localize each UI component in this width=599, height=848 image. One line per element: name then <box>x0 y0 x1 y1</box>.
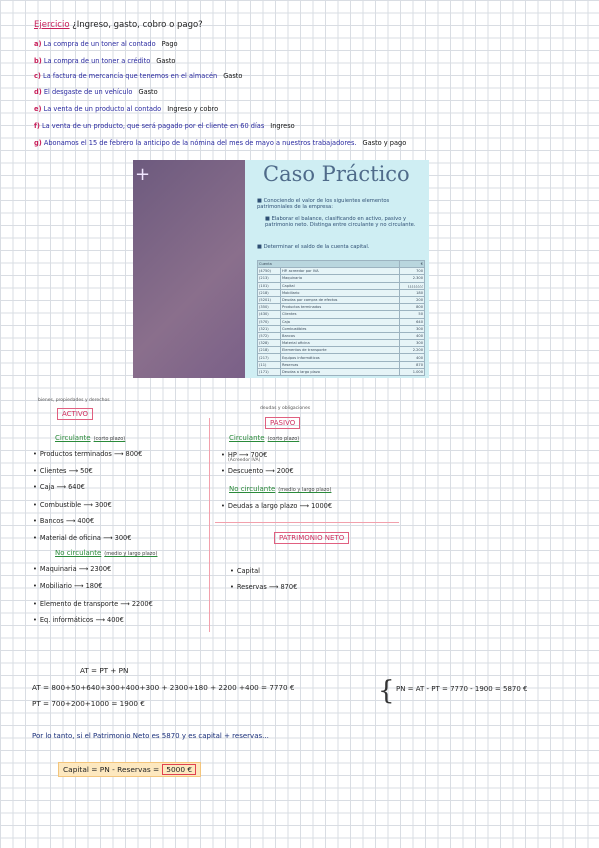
table-cell: 1.000 <box>400 368 425 375</box>
slide-table-row <box>258 311 425 318</box>
exercise-item <box>34 57 175 65</box>
item-text: La compra de un toner al contado <box>43 40 156 48</box>
item-text: El desgaste de un vehículo <box>43 88 133 96</box>
brace-icon: { <box>378 676 395 706</box>
slide-table-row <box>258 325 425 332</box>
table-cell: 200 <box>400 296 425 303</box>
item-answer: Ingreso <box>270 122 295 130</box>
balance-row <box>221 451 267 459</box>
slide-table-row <box>258 296 425 303</box>
balance-row <box>33 467 93 475</box>
item-answer: Gasto <box>138 88 158 96</box>
table-cell: (218) <box>258 289 281 296</box>
table-cell: Deudas por compra de efectos <box>281 296 400 303</box>
item-label: f) <box>34 122 40 130</box>
pasivo-label: PASIVO <box>265 417 300 429</box>
table-cell: Cuenta <box>258 261 400 268</box>
table-cell: Mobiliario <box>281 289 400 296</box>
balance-row <box>221 467 294 475</box>
slide-decoration <box>133 160 245 378</box>
balance-item-name: Material de oficina <box>39 534 101 542</box>
patrimonio-neto-label: PATRIMONIO NETO <box>274 532 349 544</box>
balance-item-value: 400€ <box>107 616 124 624</box>
item-text: La compra de un toner a crédito <box>43 57 151 65</box>
item-label: g) <box>34 139 42 147</box>
exercise-item <box>34 139 406 147</box>
exercise-item <box>34 88 158 96</box>
balance-item-value: 870€ <box>280 583 298 591</box>
table-cell: (321) <box>258 325 281 332</box>
item-label: b) <box>34 57 42 65</box>
table-cell: HP. acreedor por IVA <box>281 268 400 275</box>
item-answer: Ingreso y cobro <box>167 105 219 113</box>
table-cell: (4750) <box>258 268 281 275</box>
arrow-icon: ⟶ <box>63 517 78 525</box>
arrow-icon: ⟶ <box>54 483 69 491</box>
balance-item-value: 2300€ <box>90 565 112 573</box>
bullet-icon: • <box>221 467 225 475</box>
slide-table-row <box>258 332 425 339</box>
table-cell: 50 <box>400 311 425 318</box>
balance-item-name: Eq. informáticos <box>39 616 94 624</box>
divider-horizontal <box>215 522 399 523</box>
table-cell: Clientes <box>281 311 400 318</box>
slide-content <box>245 160 429 378</box>
bullet-icon: • <box>33 517 37 525</box>
balance-item-name: Productos terminados <box>39 450 112 458</box>
exercise-item <box>34 122 295 130</box>
equation-pasivo: PT = 700+200+1000 = 1900 € <box>32 699 145 708</box>
item-label: e) <box>34 105 42 113</box>
arrow-icon: ⟶ <box>111 450 126 458</box>
arrow-icon: ⟶ <box>66 467 81 475</box>
balance-row <box>33 450 142 458</box>
capital-result <box>58 762 201 777</box>
equation-fundamental: AT = PT + PN <box>80 666 129 675</box>
arrow-icon: ⟶ <box>263 467 277 475</box>
arrow-icon: ⟶ <box>100 534 115 542</box>
slide-table-row <box>258 318 425 325</box>
equation-patrimonio-neto: PN = AT - PT = 7770 - 1900 = 5870 € <box>396 685 528 693</box>
bullet-icon: • <box>33 582 37 590</box>
slide-bullet-2: ■ Elaborar el balance, clasificando en activo, pasivo y patrimonio neto. Distinga entre circulante y no circulante. <box>265 216 416 229</box>
balance-item-name: Clientes <box>39 467 67 475</box>
balance-item-name: Combustible <box>39 501 82 509</box>
table-cell: (171) <box>258 368 281 375</box>
item-answer: Gasto <box>223 72 243 80</box>
slide-table-row <box>258 304 425 311</box>
table-cell: Caja <box>281 318 400 325</box>
item-label: a) <box>34 40 42 48</box>
table-cell: € <box>400 261 425 268</box>
arrow-icon: ⟶ <box>266 583 281 591</box>
exercise-item <box>34 40 178 48</box>
slide-table-row <box>258 340 425 347</box>
table-cell: 180 <box>400 289 425 296</box>
pasivo-circulante-heading: Circulante (corto plazo) <box>229 434 300 442</box>
balance-item-value: 180€ <box>85 582 103 590</box>
balance-row <box>221 502 332 510</box>
balance-item-value: 400€ <box>77 517 95 525</box>
table-cell: (350) <box>258 304 281 311</box>
table-cell: (218) <box>258 347 281 354</box>
arrow-icon: ⟶ <box>297 502 312 510</box>
arrow-icon: ⟶ <box>81 501 95 509</box>
table-cell: 700 <box>400 268 425 275</box>
exercise-question: ¿Ingreso, gasto, cobro o pago? <box>72 20 203 30</box>
exercise-item <box>34 105 218 113</box>
balance-row <box>33 517 94 525</box>
table-cell: 400 <box>400 354 425 361</box>
conclusion-text: Por lo tanto, si el Patrimonio Neto es 5870 y es capital + reservas... <box>32 732 269 740</box>
table-cell: 2.300 <box>400 275 425 282</box>
table-cell: 300 <box>400 325 425 332</box>
table-cell: Combustibles <box>281 325 400 332</box>
item-label: d) <box>34 88 42 96</box>
slide-table-row <box>258 261 425 268</box>
balance-item-name: Maquinaria <box>39 565 77 573</box>
bullet-icon: • <box>33 565 37 573</box>
table-cell: (570) <box>258 318 281 325</box>
slide-table-row <box>258 347 425 354</box>
bullet-icon: • <box>33 600 37 608</box>
balance-row <box>33 483 85 491</box>
balance-item-name: Deudas a largo plazo <box>227 502 298 510</box>
bullet-icon: • <box>221 451 225 459</box>
table-cell: ¿¿¿¿¿¿¿¿ <box>400 282 425 289</box>
slide-table-row <box>258 354 425 361</box>
balance-item-value: 300€ <box>94 501 112 509</box>
bullet-icon: • <box>33 501 37 509</box>
plus-icon: + <box>135 164 151 185</box>
table-cell: Maquinaria <box>281 275 400 282</box>
slide-table-row <box>258 368 425 375</box>
table-cell: 400 <box>400 332 425 339</box>
balance-row <box>33 616 124 624</box>
slide-title: Caso Práctico <box>263 162 410 186</box>
item-answer: Gasto y pago <box>362 139 407 147</box>
divider-vertical <box>209 418 210 632</box>
slide-table <box>257 260 425 376</box>
slide-bullet-3: ■ Determinar el saldo de la cuenta capital. <box>257 244 370 250</box>
table-cell: (11) <box>258 361 281 368</box>
table-cell: (101) <box>258 282 281 289</box>
balance-item-value: 300€ <box>114 534 132 542</box>
arrow-icon: ⟶ <box>236 451 251 459</box>
balance-item-name: Descuento <box>227 467 264 475</box>
bullet-icon: • <box>230 567 234 575</box>
balance-item-value: 800€ <box>125 450 143 458</box>
activo-note: bienes, propiedades y derechos <box>38 398 110 403</box>
table-cell: Deudas a largo plazo <box>281 368 400 375</box>
table-cell: Productos terminados <box>281 304 400 311</box>
activo-circulante-heading: Circulante (corto plazo) <box>55 434 126 442</box>
balance-item-value: 1000€ <box>311 502 333 510</box>
item-text: Abonamos el 15 de febrero la anticipo de la nómina del mes de mayo a nuestros trabajadores. <box>43 139 357 147</box>
arrow-icon: ⟶ <box>118 600 132 608</box>
pasivo-note: deudas y obligaciones <box>260 406 311 411</box>
balance-item-name: Bancos <box>39 517 64 525</box>
table-cell: (217) <box>258 354 281 361</box>
table-cell: (430) <box>258 311 281 318</box>
item-text: La venta de un producto, que será pagado por el cliente en 60 días <box>42 122 265 130</box>
bullet-icon: • <box>33 534 37 542</box>
balance-item-value: 700€ <box>250 451 268 459</box>
balance-row <box>33 565 111 573</box>
balance-item-name: Mobiliario <box>39 582 72 590</box>
item-label: c) <box>34 72 41 80</box>
balance-row <box>33 501 112 509</box>
table-cell: Bancos <box>281 332 400 339</box>
table-cell: 2.200 <box>400 347 425 354</box>
hp-note: (Acreedor IVA) <box>228 458 261 463</box>
balance-row <box>33 600 153 608</box>
table-cell: Material oficina <box>281 340 400 347</box>
table-cell: (213) <box>258 275 281 282</box>
bullet-icon: • <box>33 483 37 491</box>
arrow-icon: ⟶ <box>93 616 108 624</box>
exercise-title <box>34 20 203 30</box>
balance-item-name: Caja <box>39 483 55 491</box>
pasivo-no-circulante-heading: No circulante (medio y largo plazo) <box>229 485 332 493</box>
table-cell: 300 <box>400 340 425 347</box>
slide-photo <box>133 160 429 378</box>
balance-item-value: 50€ <box>80 467 93 475</box>
activo-no-circulante-heading: No circulante (medio y largo plazo) <box>55 549 158 557</box>
arrow-icon: ⟶ <box>71 582 86 590</box>
bullet-icon: • <box>230 583 234 591</box>
balance-item-value: 640€ <box>68 483 85 491</box>
table-cell: 640 <box>400 318 425 325</box>
balance-item-name: Elemento de transporte <box>39 600 119 608</box>
table-cell: Capital <box>281 282 400 289</box>
balance-item-value: 2200€ <box>131 600 153 608</box>
activo-label: ACTIVO <box>57 408 93 420</box>
slide-table-row <box>258 289 425 296</box>
item-answer: Gasto <box>156 57 176 65</box>
capital-formula: Capital = PN - Reservas = <box>63 765 160 774</box>
balance-item-name: Capital <box>236 567 261 575</box>
balance-item-name: HP <box>227 451 237 459</box>
item-answer: Pago <box>161 40 178 48</box>
balance-row <box>230 583 297 591</box>
arrow-icon: ⟶ <box>76 565 91 573</box>
equation-activo: AT = 800+50+640+300+400+300 + 2300+180 + 2200 +400 = 7770 € <box>32 683 295 692</box>
exercise-item <box>34 72 242 80</box>
table-cell: (328) <box>258 340 281 347</box>
table-cell: Elementos de transporte <box>281 347 400 354</box>
item-text: La venta de un producto al contado <box>43 105 162 113</box>
table-cell: (572) <box>258 332 281 339</box>
balance-row <box>33 534 131 542</box>
exercise-heading: Ejercicio <box>34 20 70 30</box>
balance-item-value: 200€ <box>276 467 294 475</box>
table-cell: (5201) <box>258 296 281 303</box>
bullet-icon: • <box>33 467 37 475</box>
balance-item-name: Reservas <box>236 583 267 591</box>
slide-table-row <box>258 361 425 368</box>
bullet-icon: • <box>221 502 225 510</box>
table-cell: 800 <box>400 304 425 311</box>
bullet-icon: • <box>33 616 37 624</box>
slide-table-row <box>258 275 425 282</box>
slide-table-row <box>258 282 425 289</box>
table-cell: Reservas <box>281 361 400 368</box>
item-text: La factura de mercancía que tenemos en el almacén <box>43 72 218 80</box>
slide-table-row <box>258 268 425 275</box>
table-cell: 870 <box>400 361 425 368</box>
slide-bullet-1: ■ Conociendo el valor de los siguientes elementos patrimoniales de la empresa: <box>257 198 390 211</box>
balance-row <box>230 567 260 575</box>
balance-row <box>33 582 102 590</box>
bullet-icon: • <box>33 450 37 458</box>
capital-value: 5000 € <box>162 764 196 775</box>
table-cell: Equipos informáticos <box>281 354 400 361</box>
